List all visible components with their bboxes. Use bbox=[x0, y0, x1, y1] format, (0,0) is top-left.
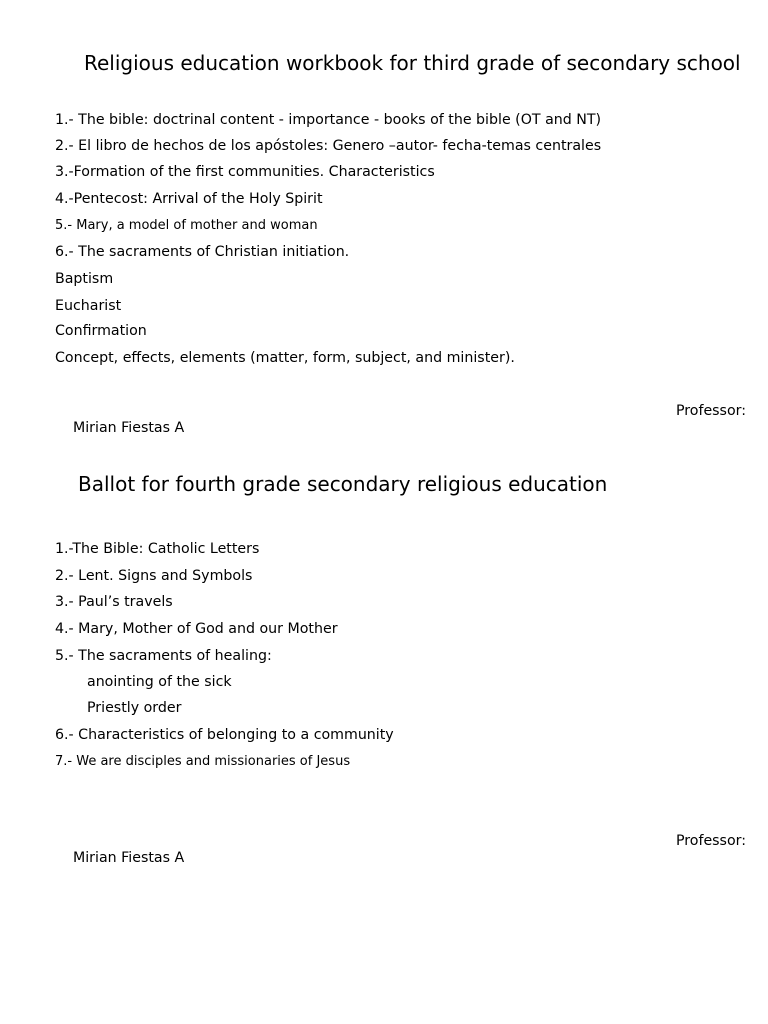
section1-item-4: 4.-Pentecost: Arrival of the Holy Spirit bbox=[55, 191, 323, 207]
section1-item-6: 6.- The sacraments of Christian initiation. bbox=[55, 244, 350, 260]
section2-item-3: 3.- Paul’s travels bbox=[55, 594, 173, 610]
section2-item-7: 7.- We are disciples and missionaries of Jesus bbox=[55, 754, 351, 769]
section1-item-5: 5.- Mary, a model of mother and woman bbox=[55, 218, 318, 233]
section1-professor-label: Professor: bbox=[675, 403, 746, 419]
section2-professor-label: Professor: bbox=[675, 833, 746, 849]
section2-item-4: 4.- Mary, Mother of God and our Mother bbox=[55, 621, 338, 637]
section2-title: Ballot for fourth grade secondary religious education bbox=[78, 472, 608, 496]
section1-title: Religious education workbook for third grade of secondary school bbox=[84, 51, 741, 75]
section1-subitem-eucharist: Eucharist bbox=[55, 298, 122, 314]
section1-professor-name: Mirian Fiestas A bbox=[73, 420, 185, 436]
section1-subitem-baptism: Baptism bbox=[55, 271, 114, 287]
section2-item-6: 6.- Characteristics of belonging to a community bbox=[55, 727, 394, 743]
section1-item-3: 3.-Formation of the first communities. Characteristics bbox=[55, 164, 435, 180]
section1-subitem-confirmation: Confirmation bbox=[55, 323, 147, 339]
section2-subitem-priestly-order: Priestly order bbox=[87, 700, 182, 716]
section2-item-5: 5.- The sacraments of healing: bbox=[55, 648, 272, 664]
section2-item-2: 2.- Lent. Signs and Symbols bbox=[55, 568, 253, 584]
section1-item-1: 1.- The bible: doctrinal content - importance - books of the bible (OT and NT) bbox=[55, 112, 602, 128]
section1-item-2: 2.- El libro de hechos de los apóstoles: Genero –autor- fecha-temas centrales bbox=[55, 138, 602, 154]
section2-subitem-anointing: anointing of the sick bbox=[87, 674, 232, 690]
section2-professor-name: Mirian Fiestas A bbox=[73, 850, 185, 866]
section2-item-1: 1.-The Bible: Catholic Letters bbox=[55, 541, 260, 557]
section1-subitem-concept: Concept, effects, elements (matter, form, subject, and minister). bbox=[55, 350, 515, 366]
